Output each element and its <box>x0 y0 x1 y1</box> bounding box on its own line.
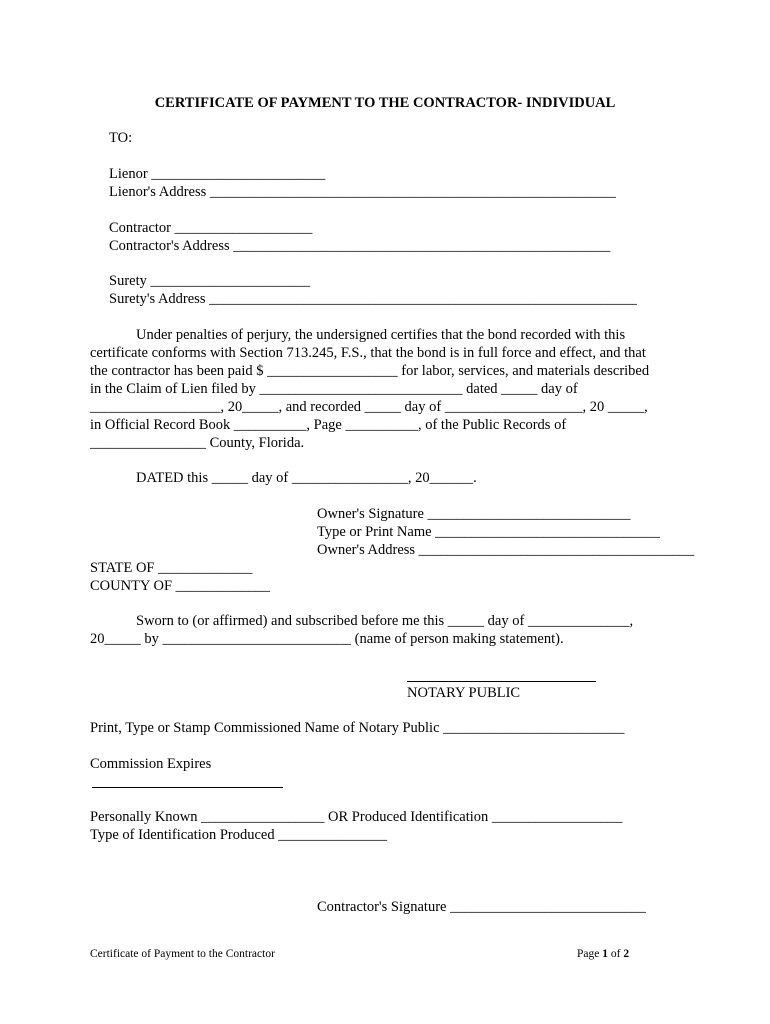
state-of-line: STATE OF _____________ <box>90 560 253 576</box>
body-paragraph-line: in Official Record Book __________, Page __________, of the Public Records of <box>90 417 567 433</box>
body-paragraph-line: the contractor has been paid $ __________________ for labor, services, and materials described <box>90 363 650 379</box>
page-total: 2 <box>623 948 630 960</box>
commission-expires-label: Commission Expires <box>90 756 212 772</box>
body-paragraph-line: in the Claim of Lien filed by ____________________________ dated _____ day of <box>90 381 578 397</box>
notary-public-label: NOTARY PUBLIC <box>407 685 521 701</box>
page-prefix: Page <box>577 948 603 960</box>
county-of-line: COUNTY OF _____________ <box>90 578 270 594</box>
surety-address-line: Surety's Address ___________________________________________________________ <box>109 291 637 307</box>
notary-signature-rule <box>407 681 596 682</box>
lienor-address-line: Lienor's Address ________________________________________________________ <box>109 184 616 200</box>
commission-expires-rule <box>92 787 283 788</box>
type-of-id-line: Type of Identification Produced _______________ <box>90 827 387 843</box>
contractor-line: Contractor ___________________ <box>109 220 313 236</box>
notary-print-name-line: Print, Type or Stamp Commissioned Name of Notary Public _________________________ <box>90 720 625 736</box>
surety-line: Surety ______________________ <box>109 273 310 289</box>
owner-print-name-line: Type or Print Name _______________________________ <box>317 524 660 540</box>
body-paragraph-line: ________________ County, Florida. <box>90 435 305 451</box>
page-number <box>577 945 629 963</box>
personally-known-line: Personally Known _________________ OR Produced Identification __________________ <box>90 809 623 825</box>
footer-title: Certificate of Payment to the Contractor <box>90 948 275 960</box>
owner-address-line: Owner's Address ______________________________________ <box>317 542 695 558</box>
dated-line: DATED this _____ day of ________________, 20______. <box>136 470 477 486</box>
contractor-signature-line: Contractor's Signature ___________________________ <box>317 899 646 915</box>
body-paragraph-line: __________________, 20_____, and recorded _____ day of ___________________, 20 _____, <box>90 399 648 415</box>
body-paragraph-line: certificate conforms with Section 713.245, F.S., that the bond is in full force and effect, and that <box>90 345 646 361</box>
to-label: TO: <box>109 130 133 146</box>
owner-signature-line: Owner's Signature ____________________________ <box>317 506 631 522</box>
page-current: 1 <box>602 948 608 960</box>
document-title: CERTIFICATE OF PAYMENT TO THE CONTRACTOR- INDIVIDUAL <box>154 95 616 111</box>
page-of: of <box>607 948 624 960</box>
lienor-line: Lienor ________________________ <box>109 166 326 182</box>
body-paragraph-line: Under penalties of perjury, the undersigned certifies that the bond recorded with this <box>136 327 626 343</box>
contractor-address-line: Contractor's Address ____________________________________________________ <box>109 238 611 254</box>
sworn-line: 20_____ by __________________________ (name of person making statement). <box>90 631 564 647</box>
sworn-line: Sworn to (or affirmed) and subscribed before me this _____ day of ______________, <box>136 613 634 629</box>
